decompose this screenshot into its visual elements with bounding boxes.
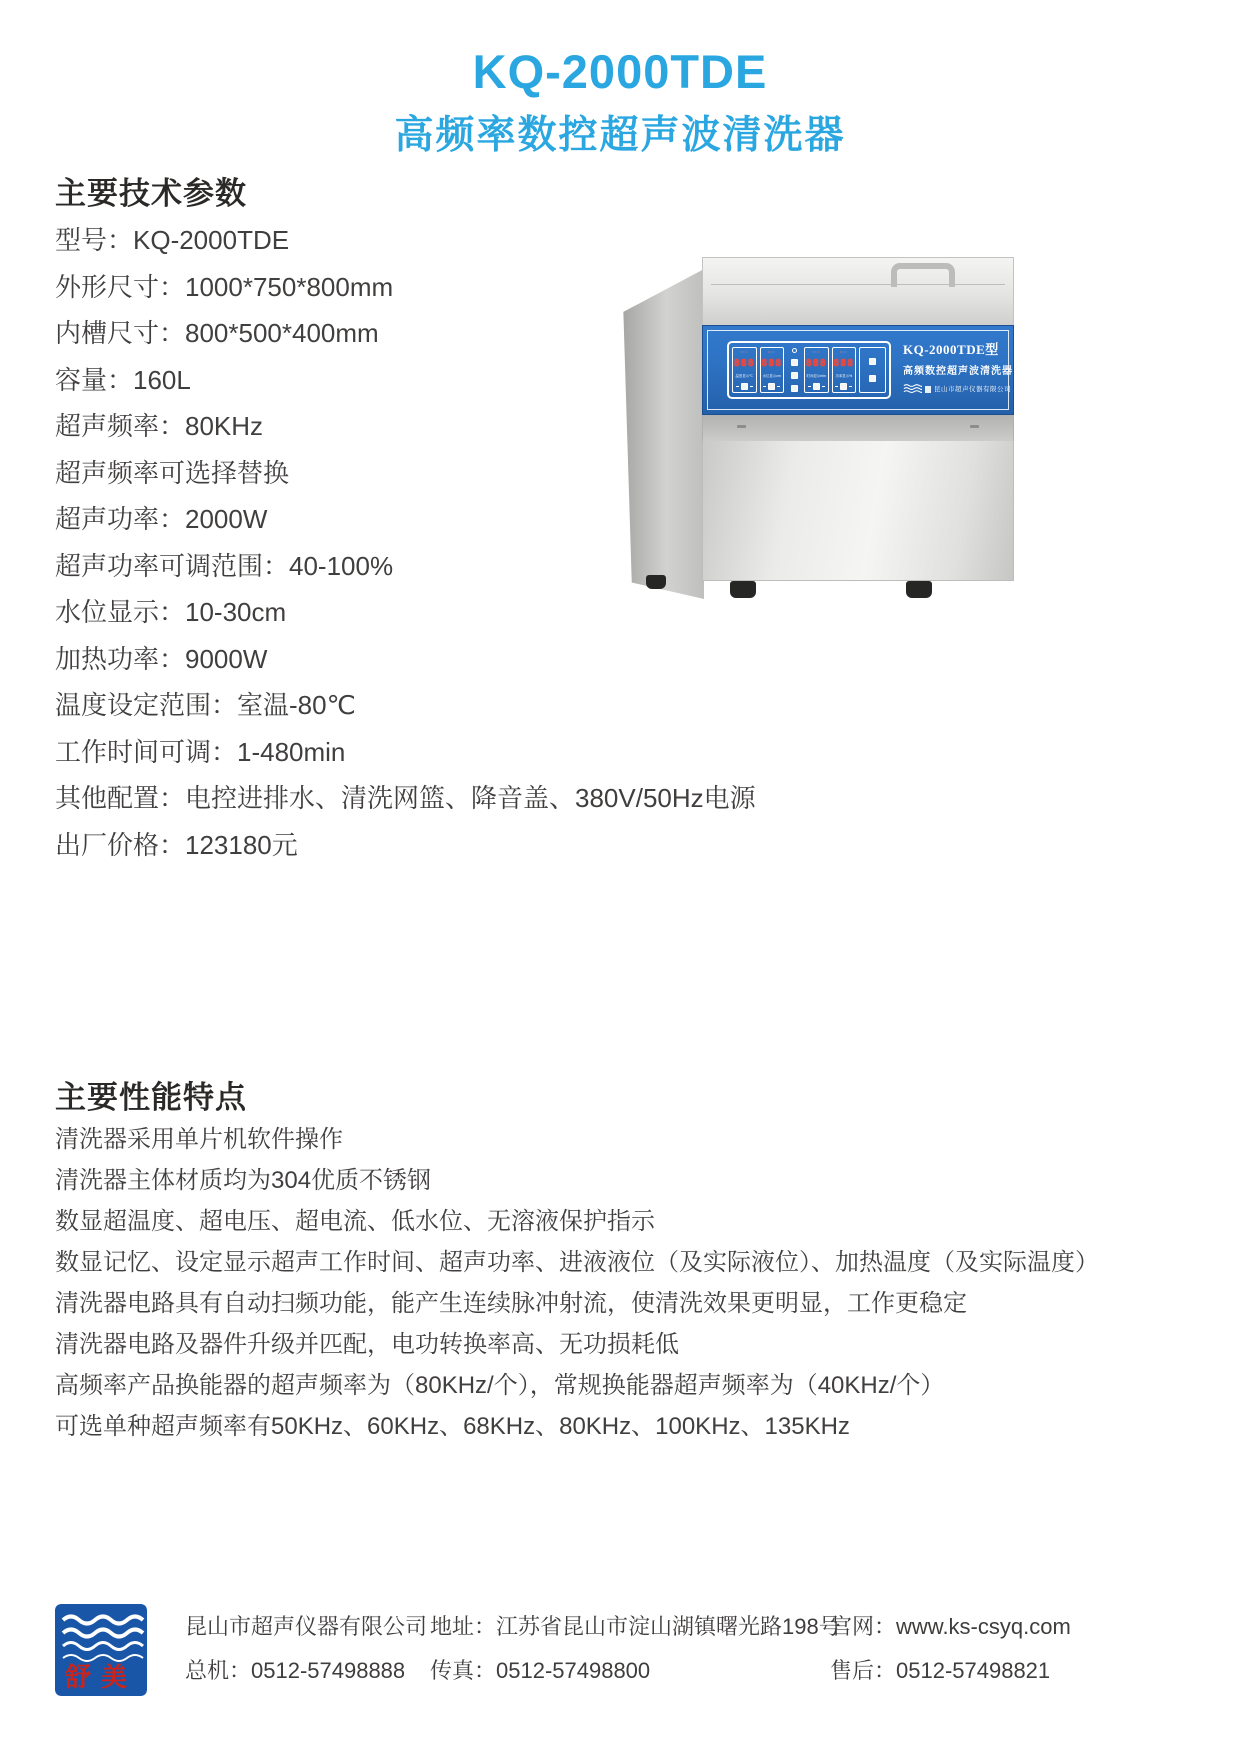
footer-website: 官网：www.ks-csyq.com (830, 1614, 1071, 1639)
display-label: 水位显示cm (762, 373, 781, 378)
footer-company-column (185, 1598, 435, 1698)
spec-outer-size: 外形尺寸：1000*750*800mm (55, 271, 394, 302)
panel-brand-row (903, 383, 1011, 395)
display-label: 温度显示℃ (735, 373, 753, 378)
machine-side-panel (620, 269, 704, 599)
feature-item: 数显记忆、设定显示超声工作时间、超声功率、进液液位（及实际液位）、加热温度（及实际温度） (55, 1249, 1099, 1276)
panel-company-name: 昆山市超声仪器有限公司 (925, 386, 1011, 393)
machine-foot (906, 581, 932, 598)
mode-button-column (787, 347, 801, 393)
display-time (804, 347, 829, 393)
control-panel (727, 341, 891, 399)
waves-logo-icon (903, 383, 922, 395)
indicator-dots: ••• (740, 349, 748, 354)
spec-capacity: 容量：160L (55, 364, 191, 395)
machine-foot (646, 575, 666, 589)
machine-top-lid (702, 257, 1014, 325)
led-readout: 888 (733, 357, 755, 369)
spec-other-config: 其他配置：电控进排水、清洗网篮、降音盖、380V/50Hz电源 (55, 783, 756, 813)
machine-foot (730, 581, 756, 598)
adjust-buttons (736, 383, 753, 390)
footer-after-sales: 售后：0512-57498821 (830, 1658, 1051, 1683)
svg-text:舒美: 舒美 (64, 1662, 138, 1692)
specs-section-heading: 主要技术参数 (55, 176, 247, 211)
mode-button (791, 385, 798, 392)
footer-phone: 总机：0512-57498888 (185, 1658, 406, 1683)
machine-front-door (702, 441, 1014, 581)
adjust-buttons (808, 383, 825, 390)
product-photo-ultrasonic-cleaner (612, 243, 1014, 603)
mode-button (791, 359, 798, 366)
feature-item: 清洗器主体材质均为304优质不锈钢 (55, 1167, 432, 1194)
feature-item: 清洗器电路及器件升级并匹配，电功转换率高、无功损耗低 (55, 1331, 679, 1358)
spec-ultrasonic-power: 超声功率：2000W (55, 504, 268, 534)
panel-text-block (903, 339, 1011, 395)
feature-item: 可选单种超声频率有50KHz、60KHz、68KHz、80KHz、100KHz、135KHz (55, 1413, 850, 1440)
set-button (741, 383, 748, 390)
indicator-dots: ••• (812, 349, 820, 354)
spec-model: 型号：KQ-2000TDE (55, 225, 290, 255)
display-water-level (760, 347, 785, 393)
power-indicator (792, 348, 797, 353)
page-subtitle: 高频率数控超声波清洗器 (394, 114, 846, 157)
lid-seam (711, 284, 1005, 285)
features-list (55, 1122, 1205, 1450)
footer-web-column (830, 1598, 1190, 1698)
spec-time-range: 工作时间可调：1-480min (55, 736, 346, 767)
led-readout: 888 (833, 357, 855, 369)
panel-model-label: KQ-2000TDE型 (903, 342, 999, 357)
set-button (840, 383, 847, 390)
footer-fax: 传真：0512-57498800 (430, 1658, 651, 1683)
led-readout: 888 (761, 357, 783, 369)
indicator-dots: ••• (768, 349, 776, 354)
page-title: KQ-2000TDE (472, 45, 768, 98)
shumei-logo-icon (55, 1604, 147, 1696)
indicator-dots: ••• (840, 349, 848, 354)
spec-tank-size: 内槽尺寸：800*500*400mm (55, 318, 379, 348)
switch-button (869, 358, 876, 365)
mode-button (791, 372, 798, 379)
switch-button-group (859, 347, 886, 393)
set-button (813, 383, 820, 390)
hinge-mark (970, 425, 979, 428)
spec-frequency-option: 超声频率可选择替换 (55, 457, 290, 488)
spec-heating-power: 加热功率：9000W (55, 643, 268, 674)
company-logo (55, 1604, 147, 1696)
feature-item: 清洗器电路具有自动扫频功能，能产生连续脉冲射流，使清洗效果更明显，工作更稳定 (55, 1290, 967, 1317)
feature-item: 高频率产品换能器的超声频率为（80KHz/个），常规换能器超声频率为（40KHz/个） (55, 1372, 945, 1399)
features-section-heading: 主要性能特点 (55, 1080, 247, 1115)
spec-temp-range: 温度设定范围：室温-80℃ (55, 690, 356, 720)
display-label: 功率显示% (835, 373, 853, 378)
adjust-buttons (763, 383, 780, 390)
display-power (832, 347, 857, 393)
spec-power-range: 超声功率可调范围：40-100% (55, 550, 394, 581)
feature-item: 数显超温度、超电压、超电流、低水位、无溶液保护指示 (55, 1208, 655, 1235)
feature-item: 清洗器采用单片机软件操作 (55, 1126, 343, 1153)
footer-address: 地址：江苏省昆山市淀山湖镇曙光路198号 (430, 1614, 841, 1639)
footer-company-name: 昆山市超声仪器有限公司 (185, 1614, 428, 1639)
hinge-mark (737, 425, 746, 428)
control-panel-band (702, 325, 1014, 415)
led-readout: 888 (805, 357, 827, 369)
spec-water-level: 水位显示：10-30cm (55, 597, 287, 627)
display-label: 时间显示min (806, 373, 826, 378)
machine-mid-strip (702, 415, 1014, 441)
panel-product-name: 高频数控超声波清洗器 (903, 366, 1013, 377)
spec-price: 出厂价格：123180元 (55, 829, 298, 860)
display-temperature (732, 347, 757, 393)
adjust-buttons (835, 383, 852, 390)
switch-button (869, 375, 876, 382)
footer-address-column (430, 1598, 841, 1698)
footer (0, 1598, 1240, 1708)
set-button (768, 383, 775, 390)
spec-frequency: 超声频率：80KHz (55, 411, 264, 441)
